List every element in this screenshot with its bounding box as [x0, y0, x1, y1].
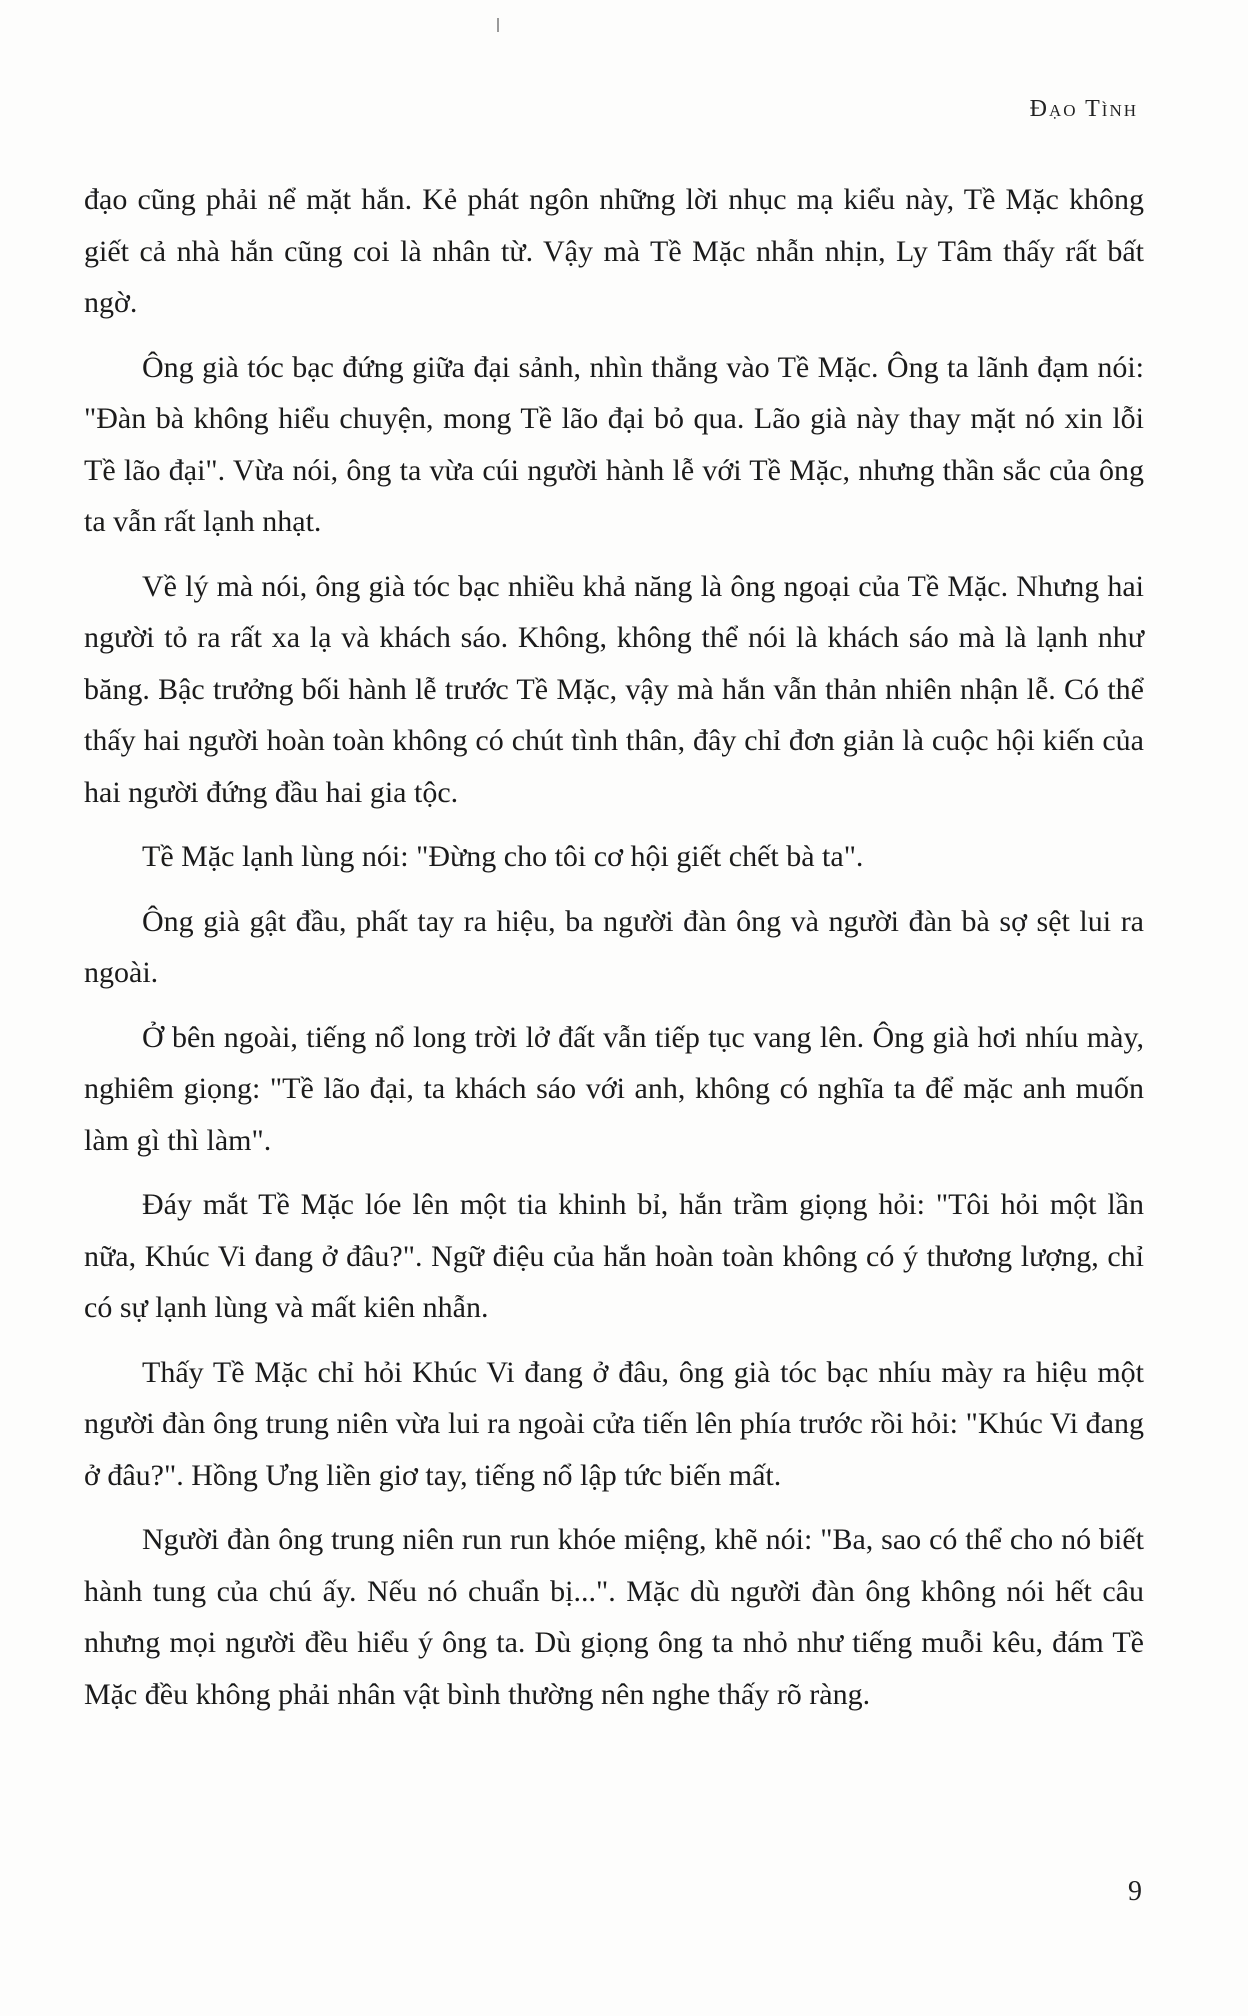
paragraph: Tề Mặc lạnh lùng nói: "Đừng cho tôi cơ hội giết chết bà ta".	[142, 840, 864, 873]
paragraph: Về lý mà nói, ông già tóc bạc nhiều khả năng là ông ngoại của Tề Mặc. Nhưng hai người tỏ ra rất xa lạ và khách sáo. Không, không thể nói là khách sáo mà là lạnh như băng. Bậc trưởng bối hành lễ trước Tề Mặc, vậy mà hắn vẫn thản nhiên nhận lễ. Có thể thấy hai người hoàn toàn không có chút tình thân, đây chỉ đơn giản là cuộc hội kiến của hai người đứng đầu hai gia tộc.	[84, 569, 1144, 809]
paragraph: Đáy mắt Tề Mặc lóe lên một tia khinh bỉ, hắn trầm giọng hỏi: "Tôi hỏi một lần nữa, Khúc Vi đang ở đâu?". Ngữ điệu của hắn hoàn toàn không có ý thương lượng, chỉ có sự lạnh lùng và mất kiên nhẫn.	[84, 1188, 1144, 1324]
paragraph: Ông già tóc bạc đứng giữa đại sảnh, nhìn thẳng vào Tề Mặc. Ông ta lãnh đạm nói: "Đàn bà không hiểu chuyện, mong Tề lão đại bỏ qua. Lão già này thay mặt nó xin lỗi Tề lão đại". Vừa nói, ông ta vừa cúi người hành lễ với Tề Mặc, nhưng thần sắc của ông ta vẫn rất lạnh nhạt.	[84, 350, 1144, 538]
paragraph: Ở bên ngoài, tiếng nổ long trời lở đất vẫn tiếp tục vang lên. Ông già hơi nhíu mày, nghiêm giọng: "Tề lão đại, ta khách sáo với anh, không có nghĩa ta để mặc anh muốn làm gì thì làm".	[84, 1020, 1144, 1157]
paragraph: Ông già gật đầu, phất tay ra hiệu, ba người đàn ông và người đàn bà sợ sệt lui ra ngoài.	[84, 904, 1144, 989]
paragraph: Thấy Tề Mặc chỉ hỏi Khúc Vi đang ở đâu, ông già tóc bạc nhíu mày ra hiệu một người đàn ông trung niên vừa lui ra ngoài cửa tiến lên phía trước rồi hỏi: "Khúc Vi đang ở đâu?". Hồng Ưng liền giơ tay, tiếng nổ lập tức biến mất.	[84, 1355, 1144, 1492]
paragraph: Người đàn ông trung niên run run khóe miệng, khẽ nói: "Ba, sao có thể cho nó biết hành tung của chú ấy. Nếu nó chuẩn bị...". Mặc dù người đàn ông không nói hết câu nhưng mọi người đều hiểu ý ông ta. Dù giọng ông ta nhỏ như tiếng muỗi kêu, đám Tề Mặc đều không phải nhân vật bình thường nên nghe thấy rõ ràng.	[84, 1523, 1144, 1711]
scan-mark	[497, 18, 499, 32]
body-text	[84, 174, 1144, 1733]
page-number: 9	[1128, 1876, 1142, 1907]
running-header: Đạo Tình	[1029, 96, 1138, 122]
paragraph-continued: đạo cũng phải nể mặt hắn. Kẻ phát ngôn những lời nhục mạ kiểu này, Tề Mặc không giết cả nhà hắn cũng coi là nhân từ. Vậy mà Tề Mặc nhẫn nhịn, Ly Tâm thấy rất bất ngờ.	[84, 183, 1144, 319]
